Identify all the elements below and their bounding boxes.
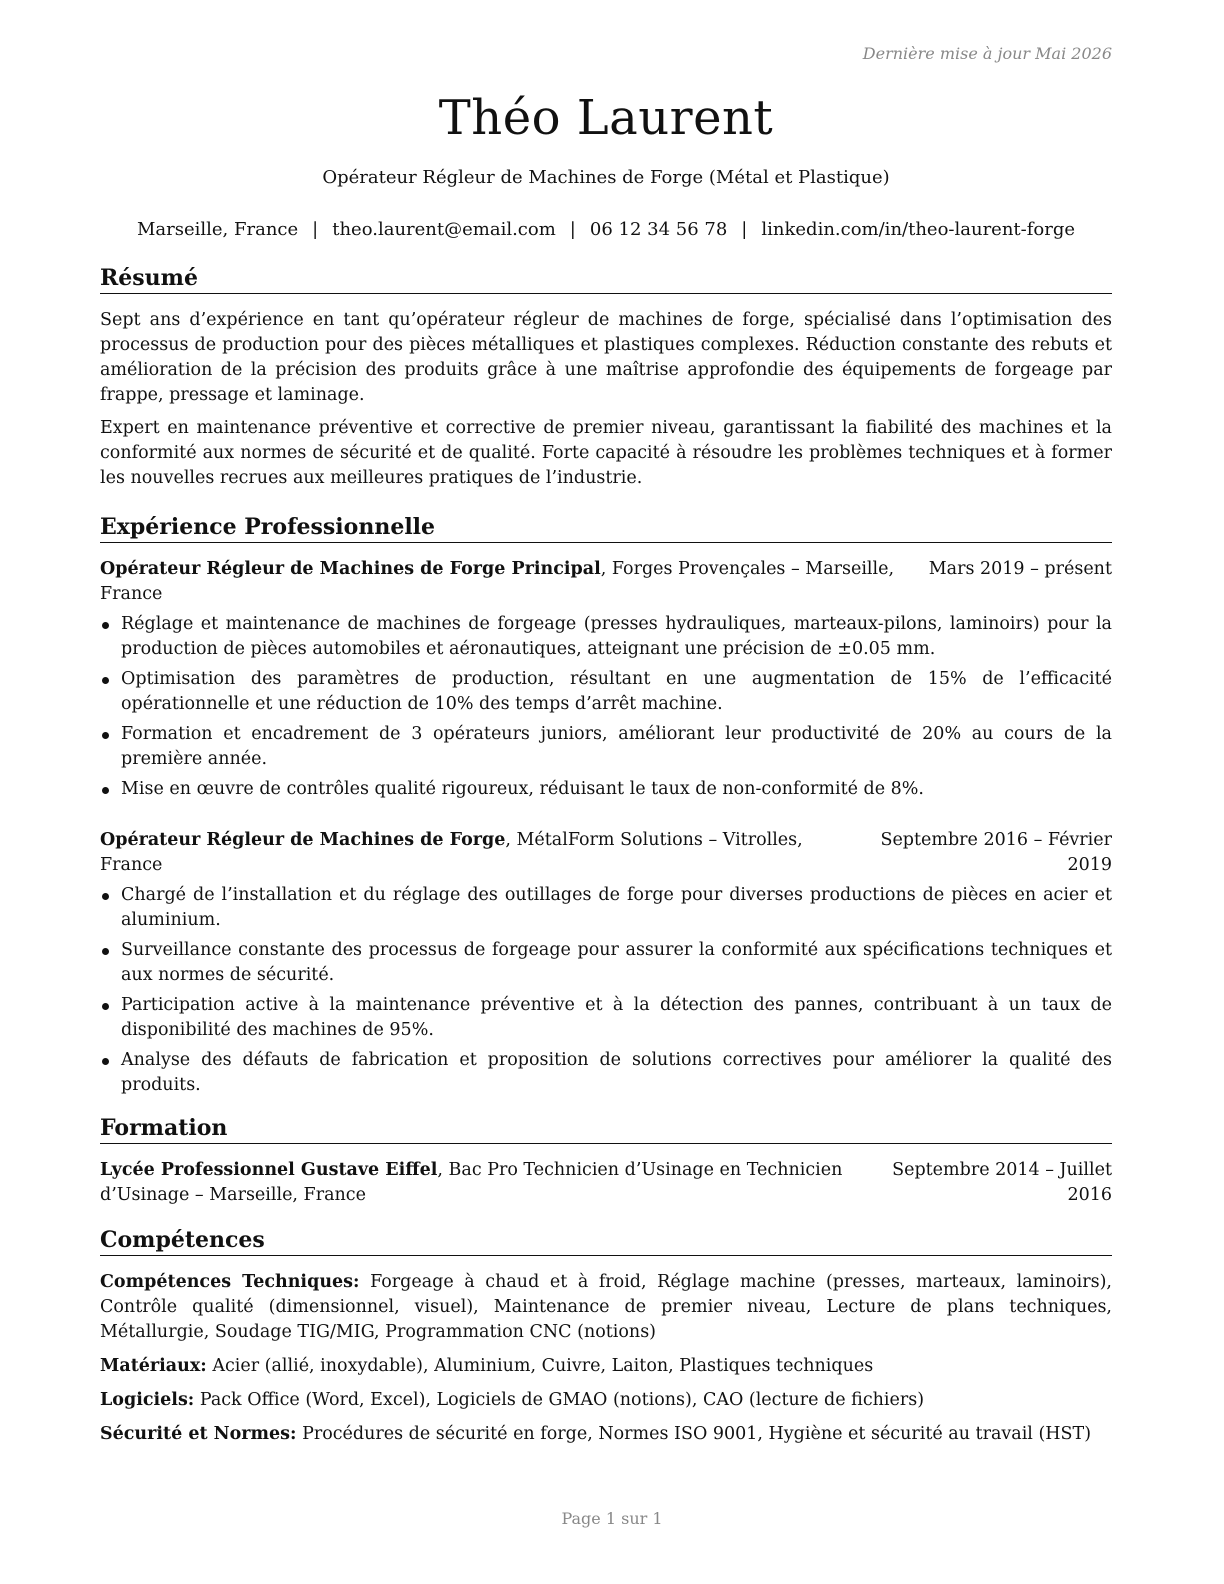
skills-section (100, 1226, 1112, 1447)
skill-label: Compétences Techniques: (100, 1272, 360, 1292)
skill-label: Logiciels: (100, 1390, 195, 1410)
contact-phone[interactable]: 06 12 34 56 78 (589, 219, 728, 240)
job-position (100, 557, 929, 607)
list-item: Analyse des défauts de fabrication et proposition de solutions correctives pour améliorer la qualité des produits. (100, 1048, 1112, 1098)
list-item: Réglage et maintenance de machines de forgeage (presses hydrauliques, marteaux-pilons, laminoirs) pour la production de pièces automobiles et aéronautiques, atteignant une précision de ±0.05 mm. (100, 612, 1112, 662)
contact-linkedin[interactable]: linkedin.com/in/theo-laurent-forge (761, 219, 1076, 240)
skill-row (100, 1388, 1112, 1413)
skill-value: Procédures de sécurité en forge, Normes ISO 9001, Hygiène et sécurité au travail (HST) (296, 1424, 1092, 1444)
list-item: Optimisation des paramètres de production, résultant en une augmentation de 15% de l’efficacité opérationnelle et une réduction de 10% des temps d’arrêt machine. (100, 667, 1112, 717)
last-updated: Dernière mise à jour Mai 2026 (862, 44, 1112, 63)
skill-row (100, 1354, 1112, 1379)
summary-paragraph: Expert en maintenance préventive et corrective de premier niveau, garantissant la fiabilité des machines et la conformité aux normes de sécurité et de qualité. Forte capacité à résoudre les problèmes techniques et à former les nouvelles recrues aux meilleures pratiques de l’industrie. (100, 418, 1112, 488)
job-dates: Septembre 2016 – Février 2019 (880, 830, 1112, 875)
skill-label: Matériaux: (100, 1356, 207, 1376)
experience-section (100, 513, 1112, 1098)
job-title: Opérateur Régleur de Machines de Forge (100, 830, 506, 850)
education-title: Formation (100, 1114, 1112, 1144)
contact-line (100, 218, 1112, 242)
skill-label: Sécurité et Normes: (100, 1424, 297, 1444)
job-entry (100, 557, 1112, 802)
education-dates: Septembre 2014 – Juillet 2016 (892, 1160, 1112, 1205)
job-bullets (100, 612, 1112, 802)
job-bullets (100, 883, 1112, 1098)
skills-title: Compétences (100, 1226, 1112, 1256)
education-school (100, 1158, 880, 1208)
skill-value: Acier (allié, inoxydable), Aluminium, Cuivre, Laiton, Plastiques techniques (206, 1356, 874, 1376)
contact-email[interactable]: theo.laurent@email.com (332, 219, 556, 240)
job-header (100, 828, 1112, 878)
education-details: , Bac Pro Technicien d’Usinage en Technicien d’Usinage – Marseille, France (100, 1160, 843, 1205)
contact-separator: | (741, 219, 748, 240)
contact-location: Marseille, France (136, 219, 299, 240)
job-company: , Forges Provençales – Marseille, France (100, 559, 895, 604)
education-section (100, 1114, 1112, 1208)
list-item: Mise en œuvre de contrôles qualité rigoureux, réduisant le taux de non-conformité de 8%. (100, 777, 1112, 802)
school-name: Lycée Professionnel Gustave Eiffel (100, 1160, 438, 1180)
education-header (100, 1158, 1112, 1208)
job-title: Opérateur Régleur de Machines de Forge Principal (100, 559, 601, 579)
job-dates: Mars 2019 – présent (928, 559, 1112, 579)
education-entry (100, 1158, 1112, 1208)
summary-section (100, 264, 1112, 491)
candidate-name: Théo Laurent (438, 90, 774, 146)
skill-value: Forgeage à chaud et à froid, Réglage machine (presses, marteaux, laminoirs), Contrôle qualité (dimensionnel, visuel), Maintenance de premier niveau, Lecture de plans techniques, Métallurgie, Soudage TIG/MIG, Programmation CNC (notions) (100, 1272, 1112, 1342)
skill-row (100, 1422, 1112, 1447)
job-company: , MétalForm Solutions – Vitrolles, France (100, 830, 803, 875)
experience-title: Expérience Professionnelle (100, 513, 1112, 543)
job-subtitle: Opérateur Régleur de Machines de Forge (Métal et Plastique) (322, 167, 890, 188)
summary-title: Résumé (100, 264, 1112, 294)
job-position (100, 828, 872, 878)
job-header (100, 557, 1112, 607)
contact-separator: | (569, 219, 576, 240)
page-number: Page 1 sur 1 (561, 1509, 663, 1528)
summary-paragraph: Sept ans d’expérience en tant qu’opérateur régleur de machines de forge, spécialisé dans l’optimisation des processus de production pour des pièces métalliques et plastiques complexes. Réduction constante des rebuts et amélioration de la précision des produits grâce à une maîtrise approfondie des équipements de forgeage par frappe, pressage et laminage. (100, 310, 1112, 405)
contact-separator: | (312, 219, 319, 240)
skill-row (100, 1270, 1112, 1345)
list-item: Participation active à la maintenance préventive et à la détection des pannes, contribuant à un taux de disponibilité des machines de 95%. (100, 993, 1112, 1043)
list-item: Surveillance constante des processus de forgeage pour assurer la conformité aux spécifications techniques et aux normes de sécurité. (100, 938, 1112, 988)
list-item: Formation et encadrement de 3 opérateurs juniors, améliorant leur productivité de 20% au cours de la première année. (100, 722, 1112, 772)
skill-value: Pack Office (Word, Excel), Logiciels de GMAO (notions), CAO (lecture de fichiers) (194, 1390, 925, 1410)
job-entry (100, 828, 1112, 1098)
list-item: Chargé de l’installation et du réglage des outillages de forge pour diverses productions de pièces en acier et aluminium. (100, 883, 1112, 933)
